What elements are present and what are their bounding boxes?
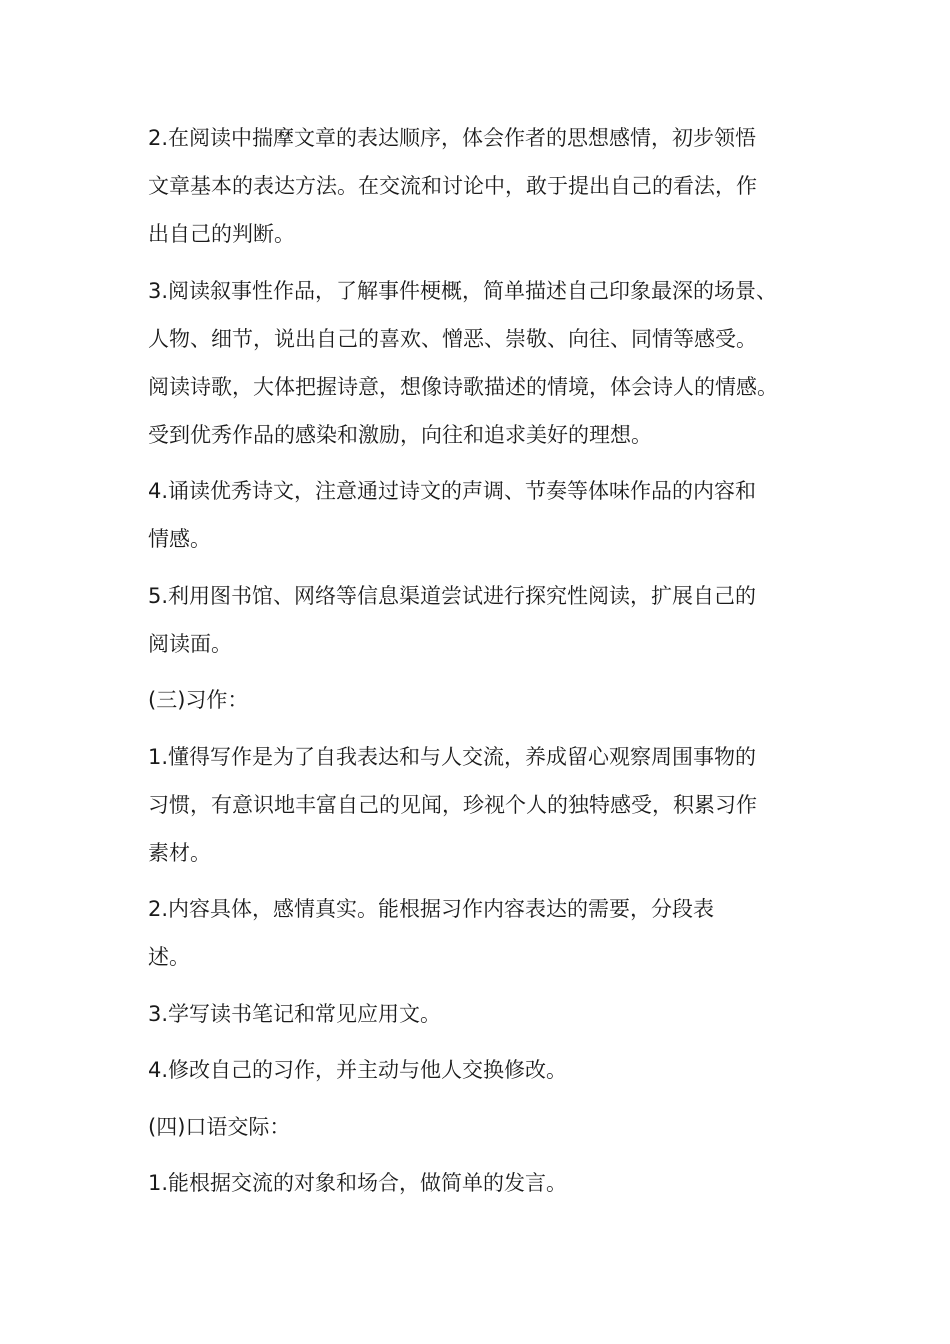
section-heading-speaking [148, 1103, 818, 1151]
text-line: 素材。 [148, 840, 211, 865]
text-line: 1.能根据交流的对象和场合，做简单的发言。 [148, 1171, 568, 1195]
paragraph-reading-5 [148, 572, 818, 668]
text-line: 4.修改自己的习作，并主动与他人交换修改。 [148, 1058, 568, 1082]
paragraph-writing-4 [148, 1046, 818, 1094]
text-line: 习惯，有意识地丰富自己的见闻，珍视个人的独特感受，积累习作 [148, 792, 757, 817]
text-line: 受到优秀作品的感染和激励，向往和追求美好的理想。 [148, 422, 652, 447]
text-line: 3.学写读书笔记和常见应用文。 [148, 1001, 442, 1026]
text-line: 阅读面。 [148, 631, 232, 656]
text-line: 1.懂得写作是为了自我表达和与人交流，养成留心观察周围事物的 [148, 744, 757, 769]
text-line: 述。 [148, 945, 190, 969]
text-line: 2.内容具体，感情真实。能根据习作内容表达的需要，分段表 [148, 897, 715, 921]
paragraph-reading-3 [148, 267, 818, 459]
document-body [148, 114, 818, 1216]
text-line: 5.利用图书馆、网络等信息渠道尝试进行探究性阅读，扩展自己的 [148, 583, 757, 608]
text-line: (三)习作： [148, 688, 249, 712]
text-line: 阅读诗歌，大体把握诗意，想像诗歌描述的情境，体会诗人的情感。 [148, 374, 778, 399]
paragraph-writing-1 [148, 733, 818, 877]
section-heading-writing [148, 676, 818, 724]
paragraph-speaking-1 [148, 1159, 818, 1207]
text-line: 文章基本的表达方法。在交流和讨论中，敢于提出自己的看法，作 [148, 174, 757, 198]
text-line: (四)口语交际： [148, 1114, 291, 1139]
text-line: 情感。 [148, 527, 211, 551]
text-line: 2.在阅读中揣摩文章的表达顺序，体会作者的思想感情，初步领悟 [148, 126, 757, 150]
paragraph-writing-3 [148, 990, 818, 1038]
text-line: 3.阅读叙事性作品，了解事件梗概，简单描述自己印象最深的场景、 [148, 278, 778, 303]
text-line: 人物、细节，说出自己的喜欢、憎恶、崇敬、向往、同情等感受。 [148, 326, 757, 351]
paragraph-writing-2 [148, 885, 818, 981]
paragraph-reading-4 [148, 467, 818, 563]
text-line: 4.诵读优秀诗文，注意通过诗文的声调、节奏等体味作品的内容和 [148, 479, 757, 503]
text-line: 出自己的判断。 [148, 222, 295, 246]
paragraph-reading-2 [148, 114, 818, 258]
